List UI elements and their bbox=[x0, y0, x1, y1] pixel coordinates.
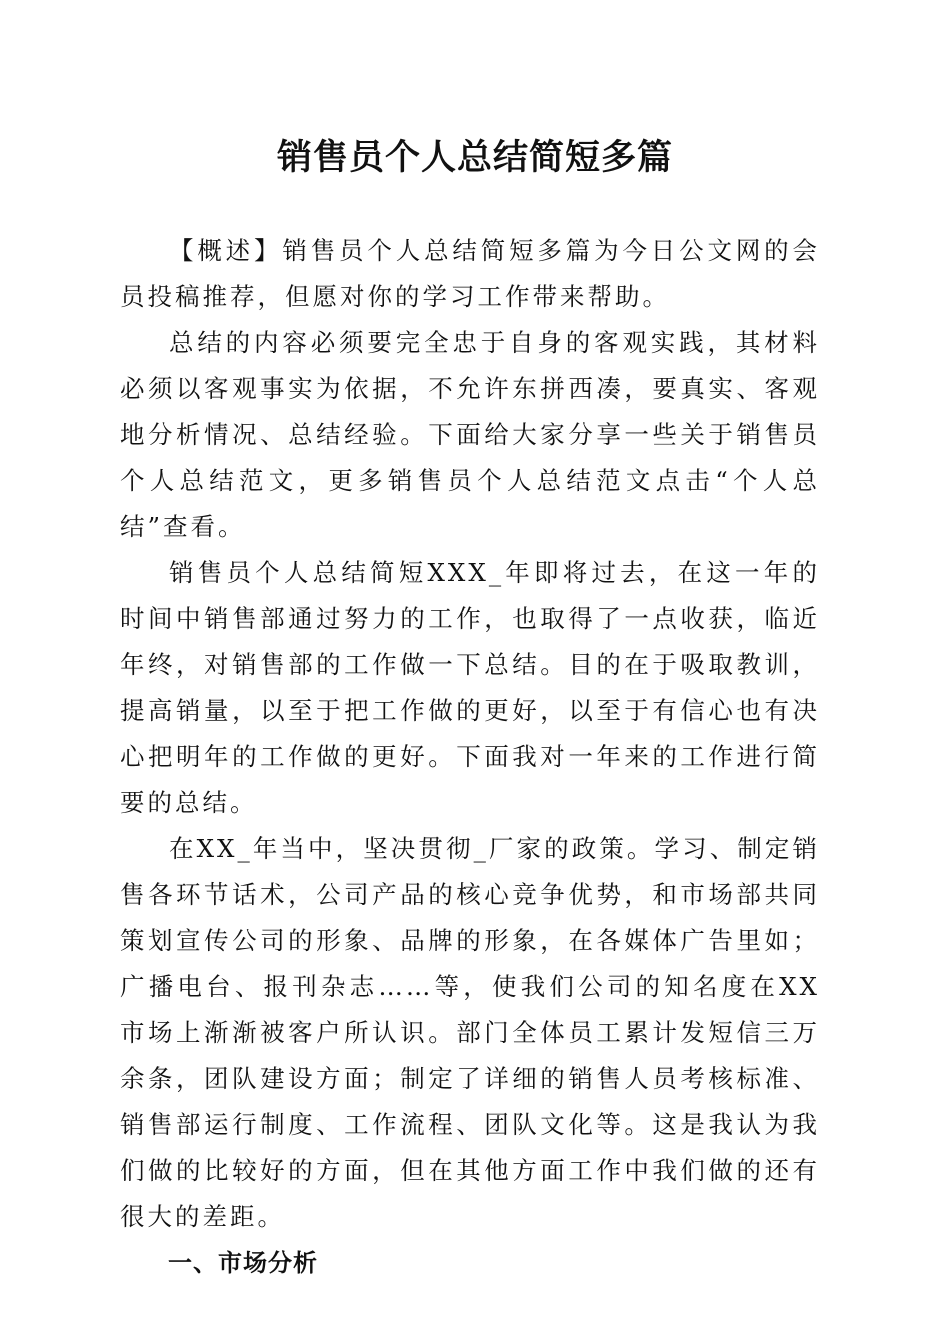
document-title: 销售员个人总结简短多篇 bbox=[276, 138, 673, 178]
paragraph-intro: 总结的内容必须要完全忠于自身的客观实践，其材料必须以客观事实为依据，不允许东拼西凑，要真实、客观地分析情况、总结经验。下面给大家分享一些关于销售员个人总结范文，更多销售员个人总结范文点击“个人总结”查看。 bbox=[120, 328, 820, 541]
paragraph-achievements: 在XX_年当中，坚决贯彻_厂家的政策。学习、制定销售各环节话术，公司产品的核心竞争优势，和市场部共同策划宣传公司的形象、品牌的形象，在各媒体广告里如；广播电台、报刊杂志……等，使我们公司的知名度在XX市场上渐渐被客户所认识。部门全体员工累计发短信三万余条，团队建设方面；制定了详细的销售人员考核标准、销售部运行制度、工作流程、团队文化等。这是我认为我们做的比较好的方面，但在其他方面工作中我们做的还有很大的差距。 bbox=[120, 834, 820, 1231]
paragraph-summary-start: 销售员个人总结简短XXX_年即将过去，在这一年的时间中销售部通过努力的工作，也取得了一点收获，临近年终，对销售部的工作做一下总结。目的在于吸取教训，提高销量，以至于把工作做的更好，以至于有信心也有决心把明年的工作做的更好。下面我对一年来的工作进行简要的总结。 bbox=[120, 558, 820, 817]
section-heading-market-analysis: 一、市场分析 bbox=[168, 1249, 318, 1277]
document-body bbox=[120, 228, 820, 1286]
paragraph-overview: 【概述】销售员个人总结简短多篇为今日公文网的会员投稿推荐，但愿对你的学习工作带来帮助。 bbox=[120, 236, 820, 311]
